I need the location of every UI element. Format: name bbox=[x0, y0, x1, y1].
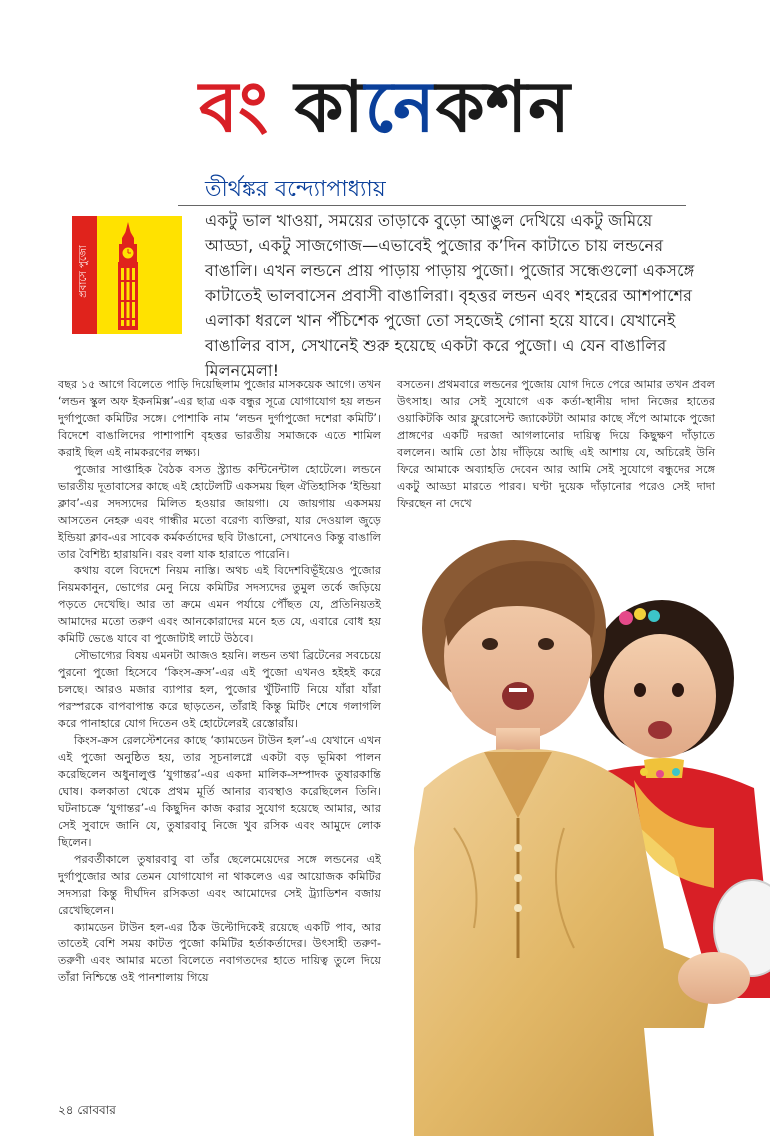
article-column-right bbox=[397, 377, 715, 513]
page-number: ২৪ bbox=[58, 1103, 74, 1117]
byline-divider bbox=[178, 205, 686, 206]
badge-label: প্রবাসে পুজো bbox=[78, 245, 89, 298]
article-paragraph: পরবর্তীকালে তুষারবাবু বা তাঁর ছেলেমেয়েদের সঙ্গে লন্ডনের এই দুর্গাপুজোর আর তেমন যোগাযোগ না থাকলেও এর আয়োজক কমিটির সদস্যরা কিন্তু দীর্ঘদিন রসিকতা এবং আমোদের সেই ট্র্যাডিশন বজায় রেখেছিলেন। bbox=[58, 852, 381, 917]
title-part-ne: নে bbox=[364, 66, 436, 148]
article-paragraph: বসতেন। প্রথমবারে লন্ডনের পুজোয় যোগ দিতে পেরে আমার তখন প্রবল উৎসাহ। আর সেই সুযোগে এক কর্তা-স্থানীয় দাদা নিজের হাতের ওয়াকিটকি আর ফ্লুরোসেন্ট জ্যাকেটটা আমার কাছে সঁপে আমাকে পুজো প্রাঙ্গণের একটি দরজা আগলানোর দায়িত্ব দিয়ে কিছুক্ষণ দাঁড়াতে বললেন। আমি তো ঠায় দাঁড়িয়ে আছি এই আশায় যে, অচিরেই উনি ফিরে আমাকে অব্যাহতি দেবেন আর আমি সেই সুযোগে বন্ধুদের সঙ্গে একটু আড্ডা মারতে পারব। ঘণ্টা দুয়েক দাঁড়ানোর পরেও সেই দাদা ফিরছেন না দেখে bbox=[397, 378, 715, 510]
page-title bbox=[0, 62, 770, 152]
article-paragraph: কথায় বলে বিদেশে নিয়ম নাস্তি। অথচ এই বিদেশবিভূঁইয়েও পুজোর নিয়মকানুন, ভোগের মেনু নিয়ে কমিটির সদস্যদের তুমুল তর্কে জড়িয়ে পড়তে দেখেছি। আর তা ক্রমে এমন পর্যায়ে পৌঁছত যে, প্রতিনিয়তই আমাদের মতো তরুণ এবং আনকোরাদের মনে হত যে, এবারে বোধ হয় কমিটি ভেঙে যাবে বা পুজোটাই লাটে উঠবে। bbox=[58, 564, 381, 646]
article-paragraph: পুজোর সাপ্তাহিক বৈঠক বসত স্ট্র্যান্ড কন্টিনেন্টাল হোটেলে। লন্ডনে ভারতীয় দূতাবাসের কাছে এই হোটেলটি একসময় ছিল ঐতিহাসিক ‘ইন্ডিয়া ক্লাব’-এর সদস্যদের মিলিত হওয়ার জায়গা। যে জায়গায় একসময় আসতেন নেহরু এবং গান্ধীর মতো বরেণ্য ব্যক্তিরা, যার দেওয়াল জুড়ে ইন্ডিয়া ক্লাব-এর সাবেক কর্মকর্তাদের ছবি টাঙানো, সেখানেও কিন্তু বাঙালি তার বৈশিষ্ট্য হারায়নি। বরং বলা যাক হারাতে পারেনি। bbox=[58, 462, 381, 561]
badge-red-strip bbox=[72, 216, 97, 334]
article-paragraph: সৌভাগ্যের বিষয় এমনটা আজও হয়নি। লন্ডন তথা ব্রিটেনের সবচেয়ে পুরনো পুজো হিসেবে ‘কিংস-ক্রস’-এর এই পুজো এখনও হইহই করে চলছে। আরও মজার ব্যাপার হল, পুজোর খুঁটিনাটি নিয়ে যাঁরা যাঁরা পরস্পরকে বাপবাপান্ত করে ছাড়তেন, তাঁরাই কিন্তু মিটিং শেষে গলাগলি করে পানাহারে যোগ দিতেন ওই হোটেলেরই রেস্তোরাঁয়। bbox=[58, 649, 381, 731]
children-photo bbox=[414, 528, 770, 1136]
page-footer bbox=[58, 1102, 116, 1122]
article-column-left bbox=[58, 377, 381, 987]
article-paragraph: কিংস-ক্রস রেলস্টেশনের কাছে ‘ক্যামডেন টাউন হল’-এ যেখানে এখন এই পুজো অনুষ্ঠিত হয়, তার সূচনালগ্নে একটা বড় ভূমিকা পালন করেছিলেন অধুনালুপ্ত ‘যুগান্তর’-এর একদা মালিক-সম্পাদক তুষারকান্তি ঘোষ। কলকাতা থেকে প্রথম মূর্তি আনার ব্যবস্থাও করেছিলেন তিনি। ঘটনাচক্রে ‘যুগান্তর’-এ কিছুদিন কাজ করার সুযোগ হয়েছে আমার, আর সেই সুবাদে জানি যে, তুষারবাবু নিজে খুব রসিক এবং আমুদে লোক ছিলেন। bbox=[58, 734, 381, 849]
section-badge bbox=[72, 216, 182, 334]
big-ben-icon bbox=[108, 220, 148, 332]
intro-paragraph: একটু ভাল খাওয়া, সময়ের তাড়াকে বুড়ো আঙুল দেখিয়ে একটু জমিয়ে আড্ডা, একটু সাজগোজ—এভাবেই পুজোর ক’দিন কাটাতে চায় লন্ডনের বাঙালি। এখন লন্ডনে প্রায় পাড়ায় পাড়ায় পুজো। পুজোর সন্ধেগুলো একসঙ্গে কাটাতেই ভালবাসেন প্রবাসী বাঙালিরা। বৃহত্তর লন্ডন এবং শহরের আশপাশের এলাকা ধরলে খান পঁচিশেক পুজো তো সহজেই গোনা হয়ে যাবে। যেখানেই বাঙালির বাস, সেখানেই শুরু হয়েছে একটা করে পুজো। এ যেন বাঙালির মিলনমেলা! bbox=[205, 211, 695, 380]
title-part-bong: বং bbox=[199, 66, 270, 148]
title-part-koshon: কশন bbox=[435, 66, 571, 148]
author-byline: তীর্থঙ্কর বন্দ্যোপাধ্যায় bbox=[205, 177, 386, 202]
title-part-ka: কা bbox=[269, 66, 365, 148]
publication-name: রোববার bbox=[77, 1103, 116, 1117]
article-paragraph: ক্যামডেন টাউন হল-এর ঠিক উল্টোদিকেই রয়েছে একটি পাব, আর তাতেই বেশি সময় কাটত পুজো কমিটির হর্তাকর্তাদের। উৎসাহী তরুণ-তরুণী এবং আমার মতো বিলেতে নবাগতদের হাতে দায়িত্ব তুলে দিয়ে তাঁরা নিশ্চিন্তে ওই পানশালায় গিয়ে bbox=[58, 920, 381, 985]
children-illustration bbox=[414, 528, 770, 1136]
article-paragraph: বছর ১৫ আগে বিলেতে পাড়ি দিয়েছিলাম পুজোর মাসকয়েক আগে। তখন ‘লন্ডন স্কুল অফ ইকনমিক্স’-এর ছাত্র এক বন্ধুর সূত্রে যোগাযোগ হয় লন্ডন দুর্গাপুজো কমিটির সঙ্গে। পোশাকি নাম ‘লন্ডন দুর্গাপুজো দশেরা কমিটি’। বিদেশে বাঙালিদের পাশাপাশি বৃহত্তর ভারতীয় সমাজকে এতে শামিল করাই ছিল এই নামকরণের লক্ষ্য। bbox=[58, 378, 381, 459]
